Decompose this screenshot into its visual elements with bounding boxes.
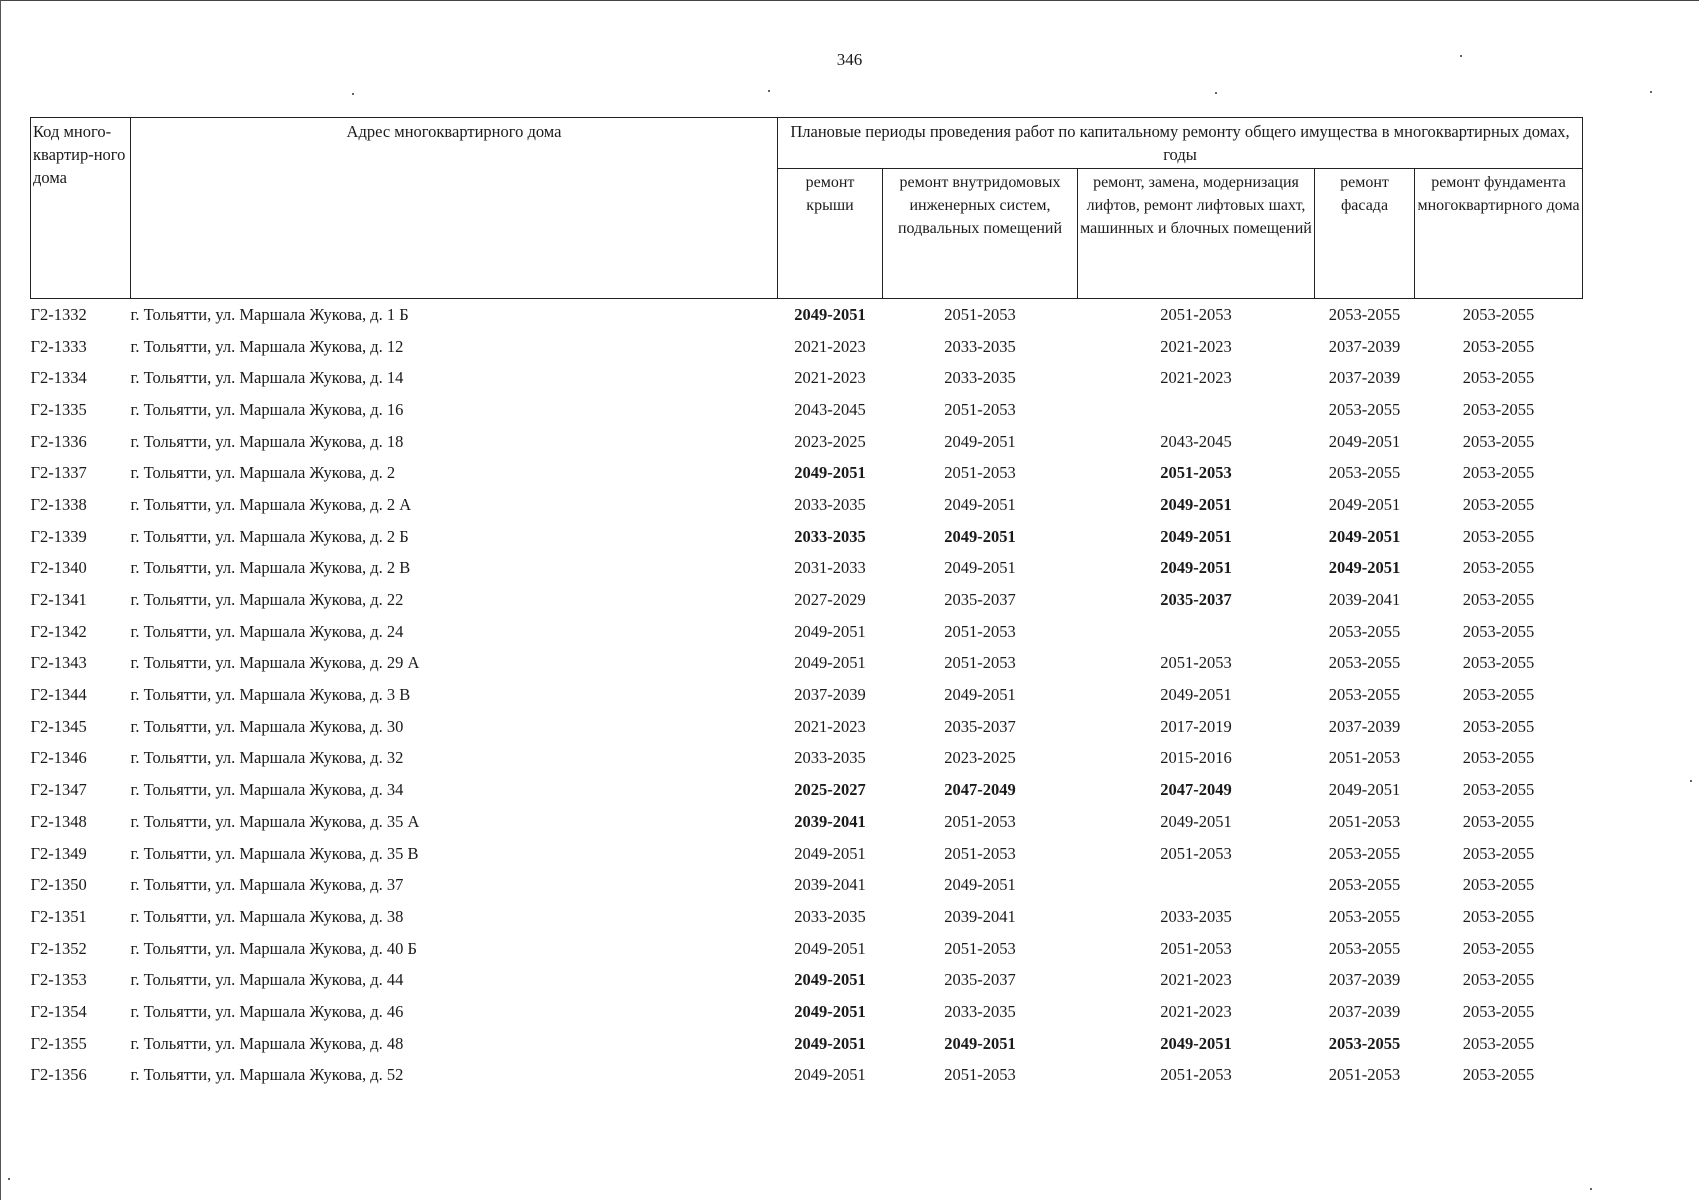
- table-row: [31, 362, 1583, 394]
- foundation-period-cell: 2053-2055: [1462, 875, 1535, 895]
- facade-period-cell: 2053-2055: [1328, 843, 1401, 863]
- engineering-period-cell: 2051-2053: [944, 1065, 1016, 1085]
- address-cell: г. Тольятти, ул. Маршала Жукова, д. 37: [130, 875, 404, 895]
- lift-period-cell: 2049-2051: [1160, 558, 1232, 578]
- address-cell: г. Тольятти, ул. Маршала Жукова, д. 46: [130, 1001, 404, 1021]
- foundation-period-cell: 2053-2055: [1462, 526, 1535, 546]
- lift-period-cell: 2021-2023: [1160, 368, 1232, 388]
- lift-period-cell: 2051-2053: [1160, 653, 1232, 673]
- address-cell: г. Тольятти, ул. Маршала Жукова, д. 12: [130, 336, 404, 356]
- table-row: [31, 774, 1583, 806]
- address-cell: г. Тольятти, ул. Маршала Жукова, д. 18: [130, 431, 404, 451]
- header-facade: ремонт фасада: [1315, 169, 1415, 299]
- foundation-period-cell: 2053-2055: [1462, 590, 1535, 610]
- table-row: [31, 679, 1583, 711]
- table-row: [31, 933, 1583, 965]
- engineering-period-cell: 2051-2053: [944, 811, 1016, 831]
- house-code-cell: Г2-1335: [30, 399, 87, 419]
- facade-period-cell: 2037-2039: [1328, 336, 1401, 356]
- facade-period-cell: 2049-2051: [1328, 558, 1401, 578]
- house-code-cell: Г2-1349: [30, 843, 87, 863]
- engineering-period-cell: 2035-2037: [944, 970, 1016, 990]
- house-code-cell: Г2-1343: [30, 653, 87, 673]
- foundation-period-cell: 2053-2055: [1462, 906, 1535, 926]
- lift-period-cell: 2049-2051: [1160, 685, 1232, 705]
- lift-period-cell: 2021-2023: [1160, 336, 1232, 356]
- house-code-cell: Г2-1355: [30, 1033, 87, 1053]
- capital-repair-table: [30, 117, 1583, 1091]
- lift-period-cell: [1078, 869, 1315, 901]
- foundation-period-cell: 2053-2055: [1462, 685, 1535, 705]
- lift-period-cell: 2047-2049: [1160, 780, 1232, 800]
- roof-period-cell: 2049-2051: [794, 463, 866, 483]
- address-cell: г. Тольятти, ул. Маршала Жукова, д. 14: [130, 368, 404, 388]
- address-cell: г. Тольятти, ул. Маршала Жукова, д. 35 А: [130, 811, 420, 831]
- roof-period-cell: 2049-2051: [794, 653, 866, 673]
- table-row: [31, 1028, 1583, 1060]
- table-row: [31, 711, 1583, 743]
- lift-period-cell: 2021-2023: [1160, 970, 1232, 990]
- engineering-period-cell: 2051-2053: [944, 399, 1016, 419]
- roof-period-cell: 2031-2033: [794, 558, 866, 578]
- scan-speck: [8, 1178, 10, 1180]
- address-cell: г. Тольятти, ул. Маршала Жукова, д. 2 А: [130, 494, 412, 514]
- house-code-cell: Г2-1345: [30, 716, 87, 736]
- roof-period-cell: 2049-2051: [794, 1001, 866, 1021]
- roof-period-cell: 2049-2051: [794, 621, 866, 641]
- lift-period-cell: 2017-2019: [1160, 716, 1232, 736]
- foundation-period-cell: 2053-2055: [1462, 748, 1535, 768]
- engineering-period-cell: 2049-2051: [944, 1033, 1016, 1053]
- address-cell: г. Тольятти, ул. Маршала Жукова, д. 48: [130, 1033, 404, 1053]
- lift-period-cell: 2033-2035: [1160, 906, 1232, 926]
- lift-period-cell: 2051-2053: [1160, 938, 1232, 958]
- engineering-period-cell: 2033-2035: [944, 1001, 1016, 1021]
- roof-period-cell: 2033-2035: [794, 494, 866, 514]
- header-foundation: ремонт фундамента многоквартирного дома: [1415, 169, 1583, 299]
- facade-period-cell: 2053-2055: [1328, 399, 1401, 419]
- house-code-cell: Г2-1332: [30, 304, 87, 324]
- engineering-period-cell: 2049-2051: [944, 431, 1016, 451]
- address-cell: г. Тольятти, ул. Маршала Жукова, д. 2 В: [130, 558, 411, 578]
- roof-period-cell: 2049-2051: [794, 1065, 866, 1085]
- foundation-period-cell: 2053-2055: [1462, 780, 1535, 800]
- facade-period-cell: 2053-2055: [1328, 875, 1401, 895]
- lift-period-cell: 2049-2051: [1160, 494, 1232, 514]
- roof-period-cell: 2039-2041: [794, 875, 866, 895]
- house-code-cell: Г2-1336: [30, 431, 87, 451]
- house-code-cell: Г2-1338: [30, 494, 87, 514]
- engineering-period-cell: 2049-2051: [944, 526, 1016, 546]
- house-code-cell: Г2-1346: [30, 748, 87, 768]
- facade-period-cell: 2053-2055: [1328, 621, 1401, 641]
- roof-period-cell: 2021-2023: [794, 716, 866, 736]
- house-code-cell: Г2-1348: [30, 811, 87, 831]
- table-row: [31, 299, 1583, 331]
- foundation-period-cell: 2053-2055: [1462, 811, 1535, 831]
- house-code-cell: Г2-1354: [30, 1001, 87, 1021]
- house-code-cell: Г2-1337: [30, 463, 87, 483]
- table-row: [31, 743, 1583, 775]
- house-code-cell: Г2-1356: [30, 1065, 87, 1085]
- engineering-period-cell: 2035-2037: [944, 716, 1016, 736]
- roof-period-cell: 2025-2027: [794, 780, 866, 800]
- facade-period-cell: 2039-2041: [1328, 590, 1401, 610]
- facade-period-cell: 2051-2053: [1328, 1065, 1401, 1085]
- foundation-period-cell: 2053-2055: [1462, 494, 1535, 514]
- foundation-period-cell: 2053-2055: [1462, 621, 1535, 641]
- roof-period-cell: 2039-2041: [794, 811, 866, 831]
- house-code-cell: Г2-1339: [30, 526, 87, 546]
- roof-period-cell: 2049-2051: [794, 843, 866, 863]
- facade-period-cell: 2053-2055: [1328, 906, 1401, 926]
- facade-period-cell: 2053-2055: [1328, 938, 1401, 958]
- address-cell: г. Тольятти, ул. Маршала Жукова, д. 35 В: [130, 843, 419, 863]
- foundation-period-cell: 2053-2055: [1462, 368, 1535, 388]
- facade-period-cell: 2049-2051: [1328, 494, 1401, 514]
- scan-speck: [1590, 1188, 1592, 1190]
- roof-period-cell: 2021-2023: [794, 368, 866, 388]
- scan-speck: [352, 93, 354, 95]
- engineering-period-cell: 2049-2051: [944, 685, 1016, 705]
- table-row: [31, 521, 1583, 553]
- house-code-cell: Г2-1353: [30, 970, 87, 990]
- table-row: [31, 869, 1583, 901]
- engineering-period-cell: 2051-2053: [944, 621, 1016, 641]
- house-code-cell: Г2-1333: [30, 336, 87, 356]
- scan-speck: [1690, 780, 1692, 782]
- table-row: [31, 964, 1583, 996]
- house-code-cell: Г2-1340: [30, 558, 87, 578]
- facade-period-cell: 2053-2055: [1328, 1033, 1401, 1053]
- roof-period-cell: 2049-2051: [794, 304, 866, 324]
- roof-period-cell: 2021-2023: [794, 336, 866, 356]
- lift-period-cell: 2051-2053: [1160, 463, 1232, 483]
- foundation-period-cell: 2053-2055: [1462, 716, 1535, 736]
- lift-period-cell: 2043-2045: [1160, 431, 1232, 451]
- engineering-period-cell: 2035-2037: [944, 590, 1016, 610]
- foundation-period-cell: 2053-2055: [1462, 1033, 1535, 1053]
- address-cell: г. Тольятти, ул. Маршала Жукова, д. 32: [130, 748, 404, 768]
- lift-period-cell: 2049-2051: [1160, 526, 1232, 546]
- facade-period-cell: 2037-2039: [1328, 368, 1401, 388]
- engineering-period-cell: 2039-2041: [944, 906, 1016, 926]
- lift-period-cell: 2049-2051: [1160, 811, 1232, 831]
- table-row: [31, 996, 1583, 1028]
- foundation-period-cell: 2053-2055: [1462, 399, 1535, 419]
- header-engineering-systems: ремонт внутридомовых инженерных систем, подвальных помещений: [883, 169, 1078, 299]
- address-cell: г. Тольятти, ул. Маршала Жукова, д. 3 В: [130, 685, 411, 705]
- roof-period-cell: 2033-2035: [794, 906, 866, 926]
- address-cell: г. Тольятти, ул. Маршала Жукова, д. 44: [130, 970, 404, 990]
- foundation-period-cell: 2053-2055: [1462, 653, 1535, 673]
- engineering-period-cell: 2051-2053: [944, 653, 1016, 673]
- roof-period-cell: 2023-2025: [794, 431, 866, 451]
- table-row: [31, 901, 1583, 933]
- engineering-period-cell: 2049-2051: [944, 558, 1016, 578]
- roof-period-cell: 2037-2039: [794, 685, 866, 705]
- lift-period-cell: 2051-2053: [1160, 304, 1232, 324]
- engineering-period-cell: 2049-2051: [944, 875, 1016, 895]
- facade-period-cell: 2053-2055: [1328, 304, 1401, 324]
- header-roof-repair: ремонт крыши: [778, 169, 883, 299]
- engineering-period-cell: 2033-2035: [944, 336, 1016, 356]
- address-cell: г. Тольятти, ул. Маршала Жукова, д. 2: [130, 463, 396, 483]
- foundation-period-cell: 2053-2055: [1462, 1065, 1535, 1085]
- facade-period-cell: 2049-2051: [1328, 526, 1401, 546]
- scan-speck: [768, 90, 770, 92]
- table-row: [31, 489, 1583, 521]
- foundation-period-cell: 2053-2055: [1462, 431, 1535, 451]
- foundation-period-cell: 2053-2055: [1462, 336, 1535, 356]
- roof-period-cell: 2049-2051: [794, 970, 866, 990]
- foundation-period-cell: 2053-2055: [1462, 463, 1535, 483]
- engineering-period-cell: 2051-2053: [944, 843, 1016, 863]
- facade-period-cell: 2051-2053: [1328, 748, 1401, 768]
- table-row: [31, 426, 1583, 458]
- address-cell: г. Тольятти, ул. Маршала Жукова, д. 38: [130, 906, 404, 926]
- header-address: Адрес многоквартирного дома: [131, 118, 778, 299]
- table-row: [31, 806, 1583, 838]
- lift-period-cell: 2051-2053: [1160, 1065, 1232, 1085]
- table-row: [31, 616, 1583, 648]
- table-row: [31, 584, 1583, 616]
- house-code-cell: Г2-1341: [30, 590, 87, 610]
- address-cell: г. Тольятти, ул. Маршала Жукова, д. 1 Б: [130, 304, 409, 324]
- foundation-period-cell: 2053-2055: [1462, 843, 1535, 863]
- facade-period-cell: 2037-2039: [1328, 1001, 1401, 1021]
- facade-period-cell: 2053-2055: [1328, 653, 1401, 673]
- house-code-cell: Г2-1344: [30, 685, 87, 705]
- house-code-cell: Г2-1350: [30, 875, 87, 895]
- lift-period-cell: [1078, 394, 1315, 426]
- facade-period-cell: 2053-2055: [1328, 685, 1401, 705]
- foundation-period-cell: 2053-2055: [1462, 1001, 1535, 1021]
- header-lifts: ремонт, замена, модернизация лифтов, ремонт лифтовых шахт, машинных и блочных помещений: [1078, 169, 1315, 299]
- header-house-code: Код много-квартир-ного дома: [31, 118, 131, 299]
- table-row: [31, 457, 1583, 489]
- lift-period-cell: 2051-2053: [1160, 843, 1232, 863]
- address-cell: г. Тольятти, ул. Маршала Жукова, д. 16: [130, 399, 404, 419]
- address-cell: г. Тольятти, ул. Маршала Жукова, д. 40 Б: [130, 938, 418, 958]
- engineering-period-cell: 2049-2051: [944, 494, 1016, 514]
- table-row: [31, 331, 1583, 363]
- table-row: [31, 838, 1583, 870]
- house-code-cell: Г2-1342: [30, 621, 87, 641]
- facade-period-cell: 2051-2053: [1328, 811, 1401, 831]
- address-cell: г. Тольятти, ул. Маршала Жукова, д. 22: [130, 590, 404, 610]
- address-cell: г. Тольятти, ул. Маршала Жукова, д. 29 А: [130, 653, 420, 673]
- house-code-cell: Г2-1347: [30, 780, 87, 800]
- foundation-period-cell: 2053-2055: [1462, 938, 1535, 958]
- roof-period-cell: 2043-2045: [794, 399, 866, 419]
- facade-period-cell: 2049-2051: [1328, 780, 1401, 800]
- roof-period-cell: 2033-2035: [794, 748, 866, 768]
- facade-period-cell: 2053-2055: [1328, 463, 1401, 483]
- address-cell: г. Тольятти, ул. Маршала Жукова, д. 30: [130, 716, 404, 736]
- lift-period-cell: 2049-2051: [1160, 1033, 1232, 1053]
- roof-period-cell: 2033-2035: [794, 526, 866, 546]
- address-cell: г. Тольятти, ул. Маршала Жукова, д. 52: [130, 1065, 404, 1085]
- engineering-period-cell: 2023-2025: [944, 748, 1016, 768]
- roof-period-cell: 2049-2051: [794, 1033, 866, 1053]
- scan-edge-left: [0, 0, 3, 1200]
- table-row: [31, 648, 1583, 680]
- facade-period-cell: 2049-2051: [1328, 431, 1401, 451]
- table-row: [31, 553, 1583, 585]
- address-cell: г. Тольятти, ул. Маршала Жукова, д. 24: [130, 621, 404, 641]
- roof-period-cell: 2049-2051: [794, 938, 866, 958]
- lift-period-cell: 2021-2023: [1160, 1001, 1232, 1021]
- engineering-period-cell: 2051-2053: [944, 463, 1016, 483]
- lift-period-cell: [1078, 616, 1315, 648]
- table-row: [31, 1060, 1583, 1092]
- scan-edge-top: [0, 0, 1699, 5]
- house-code-cell: Г2-1334: [30, 368, 87, 388]
- lift-period-cell: 2015-2016: [1160, 748, 1232, 768]
- engineering-period-cell: 2051-2053: [944, 304, 1016, 324]
- address-cell: г. Тольятти, ул. Маршала Жукова, д. 2 Б: [130, 526, 409, 546]
- facade-period-cell: 2037-2039: [1328, 970, 1401, 990]
- page-number: 346: [836, 50, 863, 69]
- lift-period-cell: 2035-2037: [1160, 590, 1232, 610]
- house-code-cell: Г2-1352: [30, 938, 87, 958]
- engineering-period-cell: 2047-2049: [944, 780, 1016, 800]
- facade-period-cell: 2037-2039: [1328, 716, 1401, 736]
- foundation-period-cell: 2053-2055: [1462, 558, 1535, 578]
- address-cell: г. Тольятти, ул. Маршала Жукова, д. 34: [130, 780, 404, 800]
- scan-speck: [1650, 91, 1652, 93]
- foundation-period-cell: 2053-2055: [1462, 304, 1535, 324]
- scan-speck: [1215, 92, 1217, 94]
- foundation-period-cell: 2053-2055: [1462, 970, 1535, 990]
- engineering-period-cell: 2033-2035: [944, 368, 1016, 388]
- roof-period-cell: 2027-2029: [794, 590, 866, 610]
- header-planned-periods: Плановые периоды проведения работ по капитальному ремонту общего имущества в многоквартирных домах, годы: [778, 118, 1583, 169]
- engineering-period-cell: 2051-2053: [944, 938, 1016, 958]
- table-row: [31, 394, 1583, 426]
- house-code-cell: Г2-1351: [30, 906, 87, 926]
